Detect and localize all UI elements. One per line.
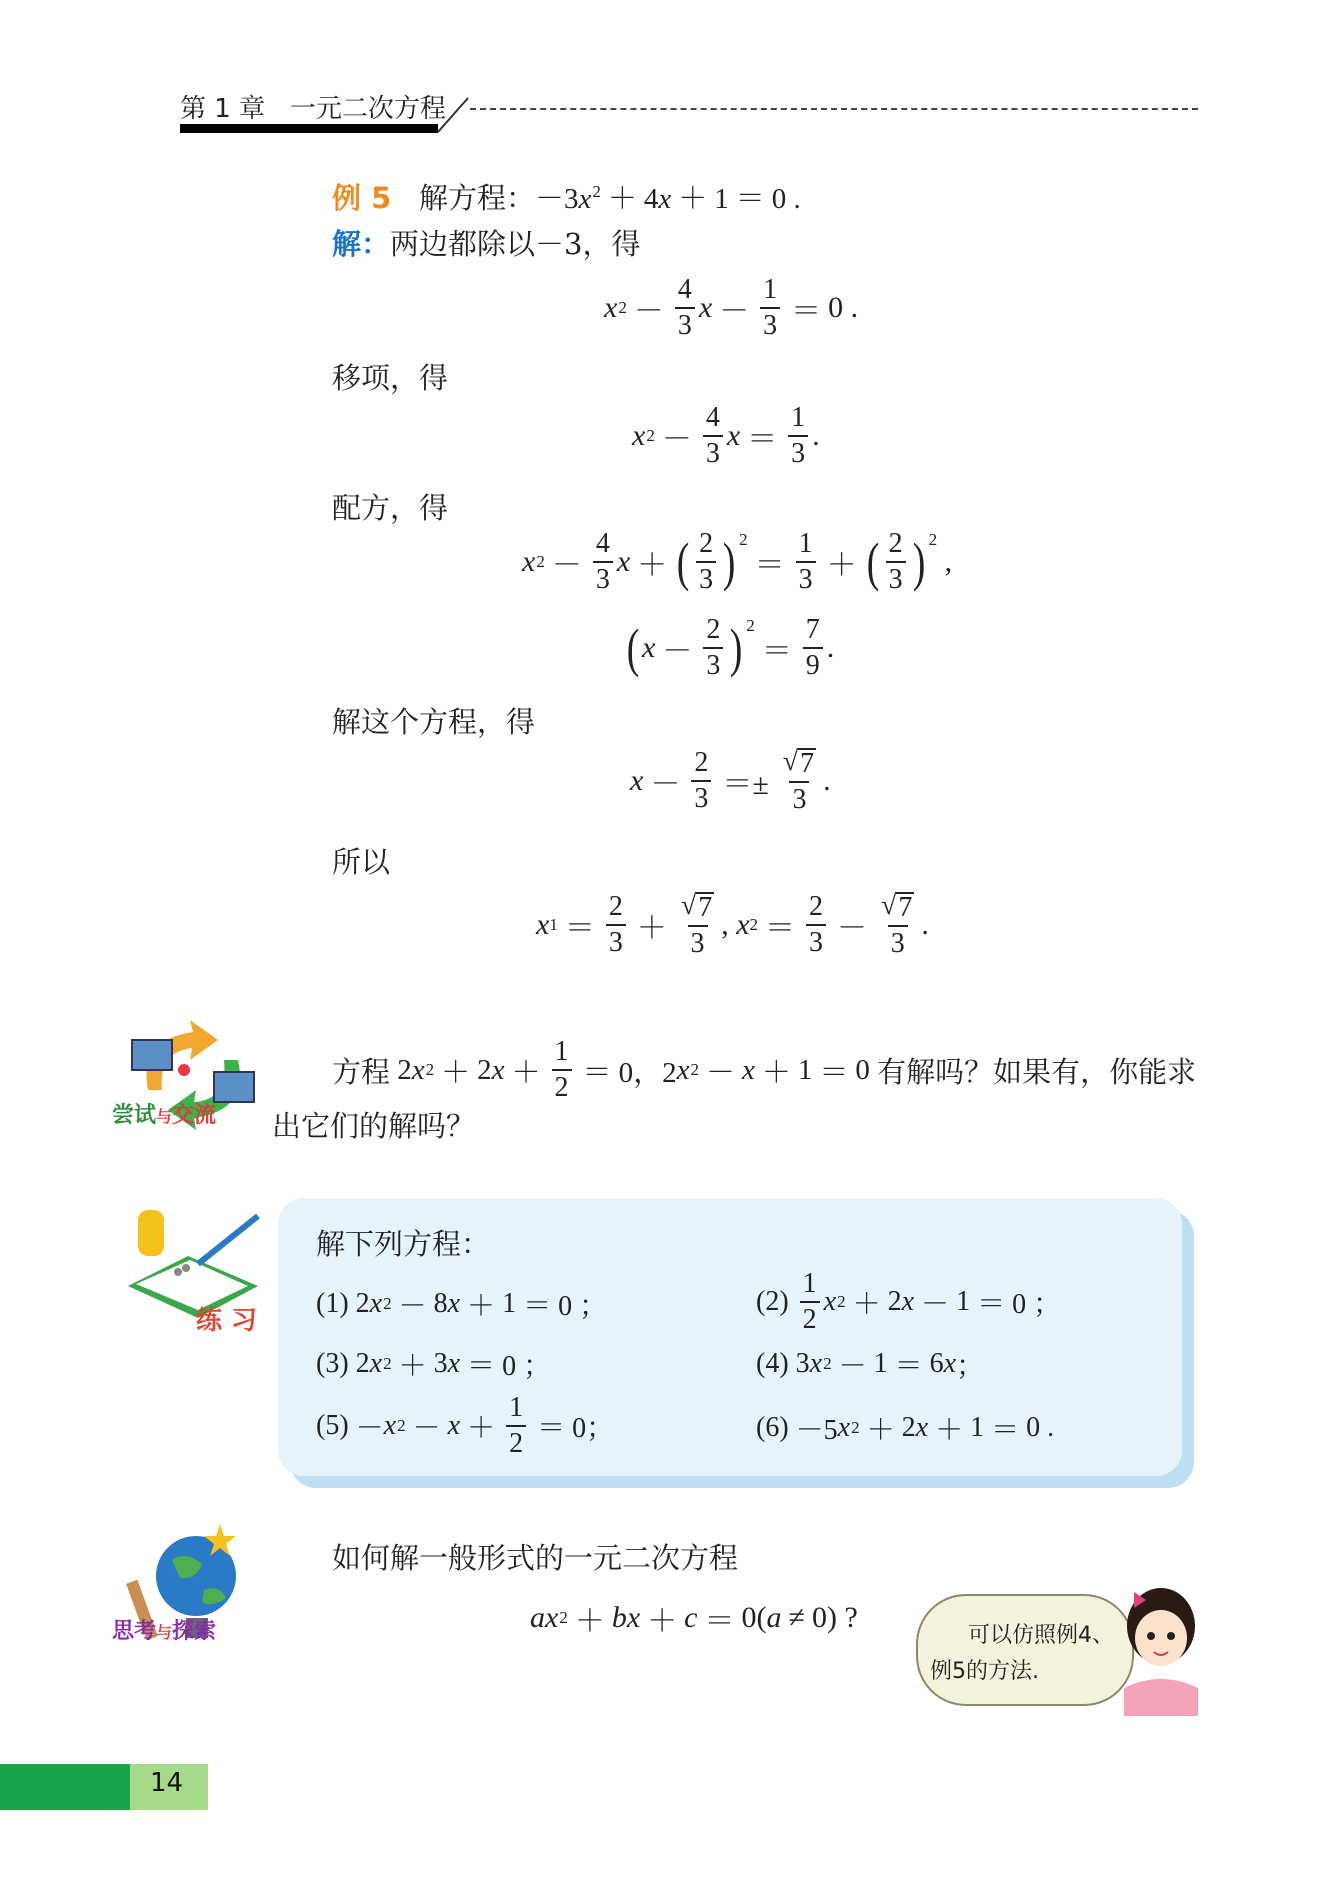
footer-green-band (0, 1764, 130, 1810)
explore-label: 探索 (172, 1619, 217, 1644)
practice-item-2-number: (2) (756, 1286, 789, 1317)
equation-1: x 2 － $\frac{4}{3}$ x － $\frac{1}{3}$ ＝ 0 . (604, 274, 859, 341)
and-label: 与 (156, 1107, 173, 1126)
practice-item-5-number: (5) (316, 1410, 349, 1441)
solution-step-2: 移项，得 (332, 361, 449, 395)
speech-bubble (916, 1594, 1134, 1706)
header-slash-decoration (436, 94, 470, 134)
example-prompt: 解方程： (418, 181, 535, 215)
practice-item-2: (2) $\frac{1}{2}$ x 2 ＋ 2 x － 1 ＝ 0 ； (756, 1268, 1062, 1335)
practice-title: 解下列方程： (316, 1227, 491, 1261)
equation-4: ( x － $\frac{2}{3}$ ) 2 ＝ $\frac{7}{9}$ . (626, 614, 835, 681)
practice-item-5: (5) － x 2 － x ＋ $\frac{1}{2}$ ＝ 0； (316, 1392, 615, 1459)
girl-character-icon (1116, 1584, 1206, 1716)
example-label: 例 5 (332, 181, 392, 215)
think-explore-label (112, 1614, 216, 1645)
equation-2: x 2 － $\frac{4}{3}$ x ＝ $\frac{1}{3}$ . (632, 402, 820, 469)
chapter-number: 第 1 章 (180, 94, 266, 124)
solution-step-3: 配方，得 (332, 491, 449, 525)
try-label: 尝试 (112, 1103, 157, 1128)
practice-item-6-number: (6) (756, 1412, 789, 1443)
chapter-title: 一元二次方程 (289, 94, 446, 124)
try-exchange-label (112, 1098, 216, 1129)
solution-step-1 (332, 222, 640, 263)
equation-6: x 1 ＝ $\frac{2}{3}$ ＋ √ 7 3 , x 2 ＝ $\frac{2}{3}$ － √ 7 3 . (536, 890, 929, 959)
think-label: 思考 (112, 1619, 157, 1644)
header-dashed-rule (470, 108, 1198, 110)
header-underline-bar (180, 124, 438, 133)
exchange-label: 交流 (172, 1103, 217, 1128)
general-quadratic-equation: ax 2 ＋ bx ＋ c ＝ 0( a ≠ 0) ? (530, 1601, 858, 1638)
step1-text: 两边都除以－3，得 (390, 227, 641, 261)
bubble-line-1: 可以仿照例4、 (968, 1623, 1114, 1648)
practice-item-6: (6) －5 x 2 ＋ 2 x ＋ 1 ＝ 0 . (756, 1412, 1055, 1446)
practice-label: 练 习 (196, 1306, 258, 1336)
try-exchange-line-1 (332, 1038, 1196, 1102)
try-text-mid: 有解吗？如果有，你能求 (877, 1054, 1197, 1089)
solve-label: 解： (332, 227, 391, 261)
practice-item-3-number: (3) (316, 1348, 349, 1379)
page-number: 14 (150, 1768, 184, 1798)
practice-item-1: (1) 2 x 2 － 8 x ＋ 1 ＝ 0 ； (316, 1288, 608, 1322)
practice-item-4-number: (4) (756, 1348, 789, 1379)
example-heading (332, 176, 801, 217)
practice-item-4: (4) 3 x 2 － 1 ＝ 6 x ； (756, 1348, 985, 1382)
practice-item-3: (3) 2 x 2 ＋ 3 x ＝ 0 ； (316, 1348, 552, 1382)
solution-step-5: 所以 (332, 845, 391, 879)
equation-5: x － $\frac{2}{3}$ ＝± √ 7 3 . (630, 746, 831, 815)
practice-item-1-number: (1) (316, 1288, 349, 1319)
running-header (180, 88, 446, 125)
and-label-2: 与 (156, 1623, 173, 1642)
try-exchange-line-2: 出它们的解吗？ (272, 1109, 476, 1143)
solution-step-4: 解这个方程，得 (332, 705, 536, 739)
bubble-line-2: 例5的方法. (930, 1659, 1039, 1684)
try-equations: 2 x 2 ＋ 2 x ＋ $\frac{1}{2}$ ＝ 0，2 x 2 － x ＋ 1 ＝ 0 (390, 1036, 878, 1103)
think-question: 如何解一般形式的一元二次方程 (332, 1541, 739, 1575)
try-text-start: 方程 (332, 1054, 391, 1089)
example-equation: $-3x^2 + 4x + 1 = 0$ . (534, 182, 801, 215)
equation-3: x 2 － $\frac{4}{3}$ x ＋ ( $\frac{2}{3}$ ) 2 ＝ $\frac{1}{3}$ ＋ ( $\frac{2}{3}$ ) 2 , (522, 528, 953, 595)
